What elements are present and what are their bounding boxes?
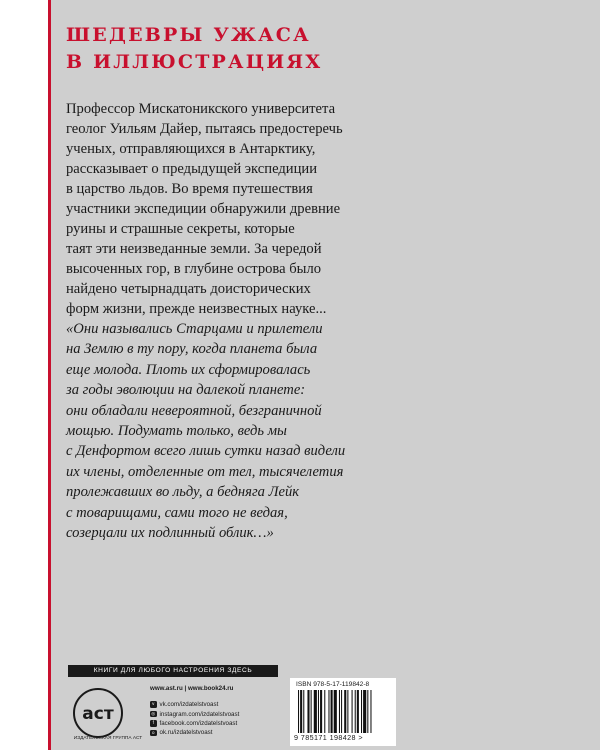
barcode-panel xyxy=(290,678,396,746)
social-links xyxy=(150,700,239,738)
ast-logo xyxy=(72,687,124,739)
quote-line: «Они назывались Старцами и прилетели xyxy=(66,321,323,337)
quote-line: созерцали их подлинный облик…» xyxy=(66,525,274,542)
quote-line: они обладали невероятной, безграничной xyxy=(66,402,322,419)
series-title-line: ШЕДЕВРЫ УЖАСА xyxy=(66,24,311,46)
blurb-line: руины и страшные секреты, которые xyxy=(66,221,295,237)
publisher-name: ИЗДАТЕЛЬСКАЯ ГРУППА АСТ xyxy=(73,736,143,741)
social-link-text: vk.com/izdatelstvoast xyxy=(159,701,219,709)
websites[interactable]: www.ast.ru | www.book24.ru xyxy=(150,685,234,692)
social-link-text: ok.ru/izdatelstvoast xyxy=(159,729,213,737)
blurb-line: в царство льдов. Во время путешествия xyxy=(66,181,313,197)
vk-icon: v xyxy=(150,701,157,708)
blurb-line: рассказывает о предыдущей экспедиции xyxy=(66,161,318,177)
barcode xyxy=(298,690,388,733)
quote-line: с Денфортом всего лишь сутки назад видели xyxy=(66,443,346,460)
back-cover xyxy=(48,0,600,750)
quote-line: пролежавших во льду, а бедняга Лейк xyxy=(66,484,300,501)
blurb-line: участники экспедиции обнаружили древние xyxy=(66,201,341,217)
isbn-number: ISBN 978-5-17-119842-8 xyxy=(296,681,370,688)
blurb-text xyxy=(66,99,396,319)
facebook-icon: f xyxy=(150,720,157,727)
blurb-line: найдено четырнадцать доисторических xyxy=(66,281,311,297)
blurb-line: форм жизни, прежде неизвестных науке... xyxy=(66,301,327,317)
quote-line: с товарищами, сами того не ведая, xyxy=(66,504,288,521)
red-spine-line xyxy=(48,0,51,750)
logo-text: аст xyxy=(82,704,114,724)
quote-text xyxy=(66,319,396,543)
publisher-footer xyxy=(68,665,408,750)
social-link-facebook[interactable] xyxy=(150,719,239,728)
series-title xyxy=(66,22,322,76)
quote-line: на Землю в ту пору, когда планета была xyxy=(66,341,318,358)
social-link-ok[interactable] xyxy=(150,728,239,737)
instagram-icon: ◎ xyxy=(151,710,156,716)
blurb-line: Профессор Мискатоникского университета xyxy=(66,101,336,117)
quote-line: за годы эволюции на далекой планете: xyxy=(66,382,306,399)
ok-icon: o xyxy=(151,729,155,735)
quote-line: еще молода. Плоть их сформировалась xyxy=(66,361,311,378)
quote-line: их члены, отделенные от тел, тысячелетия xyxy=(66,463,344,480)
social-link-vk[interactable] xyxy=(150,700,239,709)
social-link-text: instagram.com/izdatelstvoast xyxy=(159,710,240,718)
ean-number: 9 785171 198428 > xyxy=(294,733,363,742)
blurb-line: ученых, отправляющихся в Антарктику, xyxy=(66,141,316,157)
blurb-line: таят эти неизведанные земли. За чередой xyxy=(66,241,322,257)
series-title-line: В ИЛЛЮСТРАЦИЯХ xyxy=(66,51,323,73)
slogan-bar: КНИГИ ДЛЯ ЛЮБОГО НАСТРОЕНИЯ ЗДЕСЬ xyxy=(68,665,278,677)
blurb-line: высоченных гор, в глубине острова было xyxy=(66,261,322,277)
social-link-text: facebook.com/izdatelstvoast xyxy=(159,719,238,727)
blurb-line: геолог Уильям Дайер, пытаясь предостеречь xyxy=(66,121,343,137)
social-link-instagram[interactable] xyxy=(150,709,239,718)
quote-line: мощью. Подумать только, ведь мы xyxy=(66,423,287,440)
